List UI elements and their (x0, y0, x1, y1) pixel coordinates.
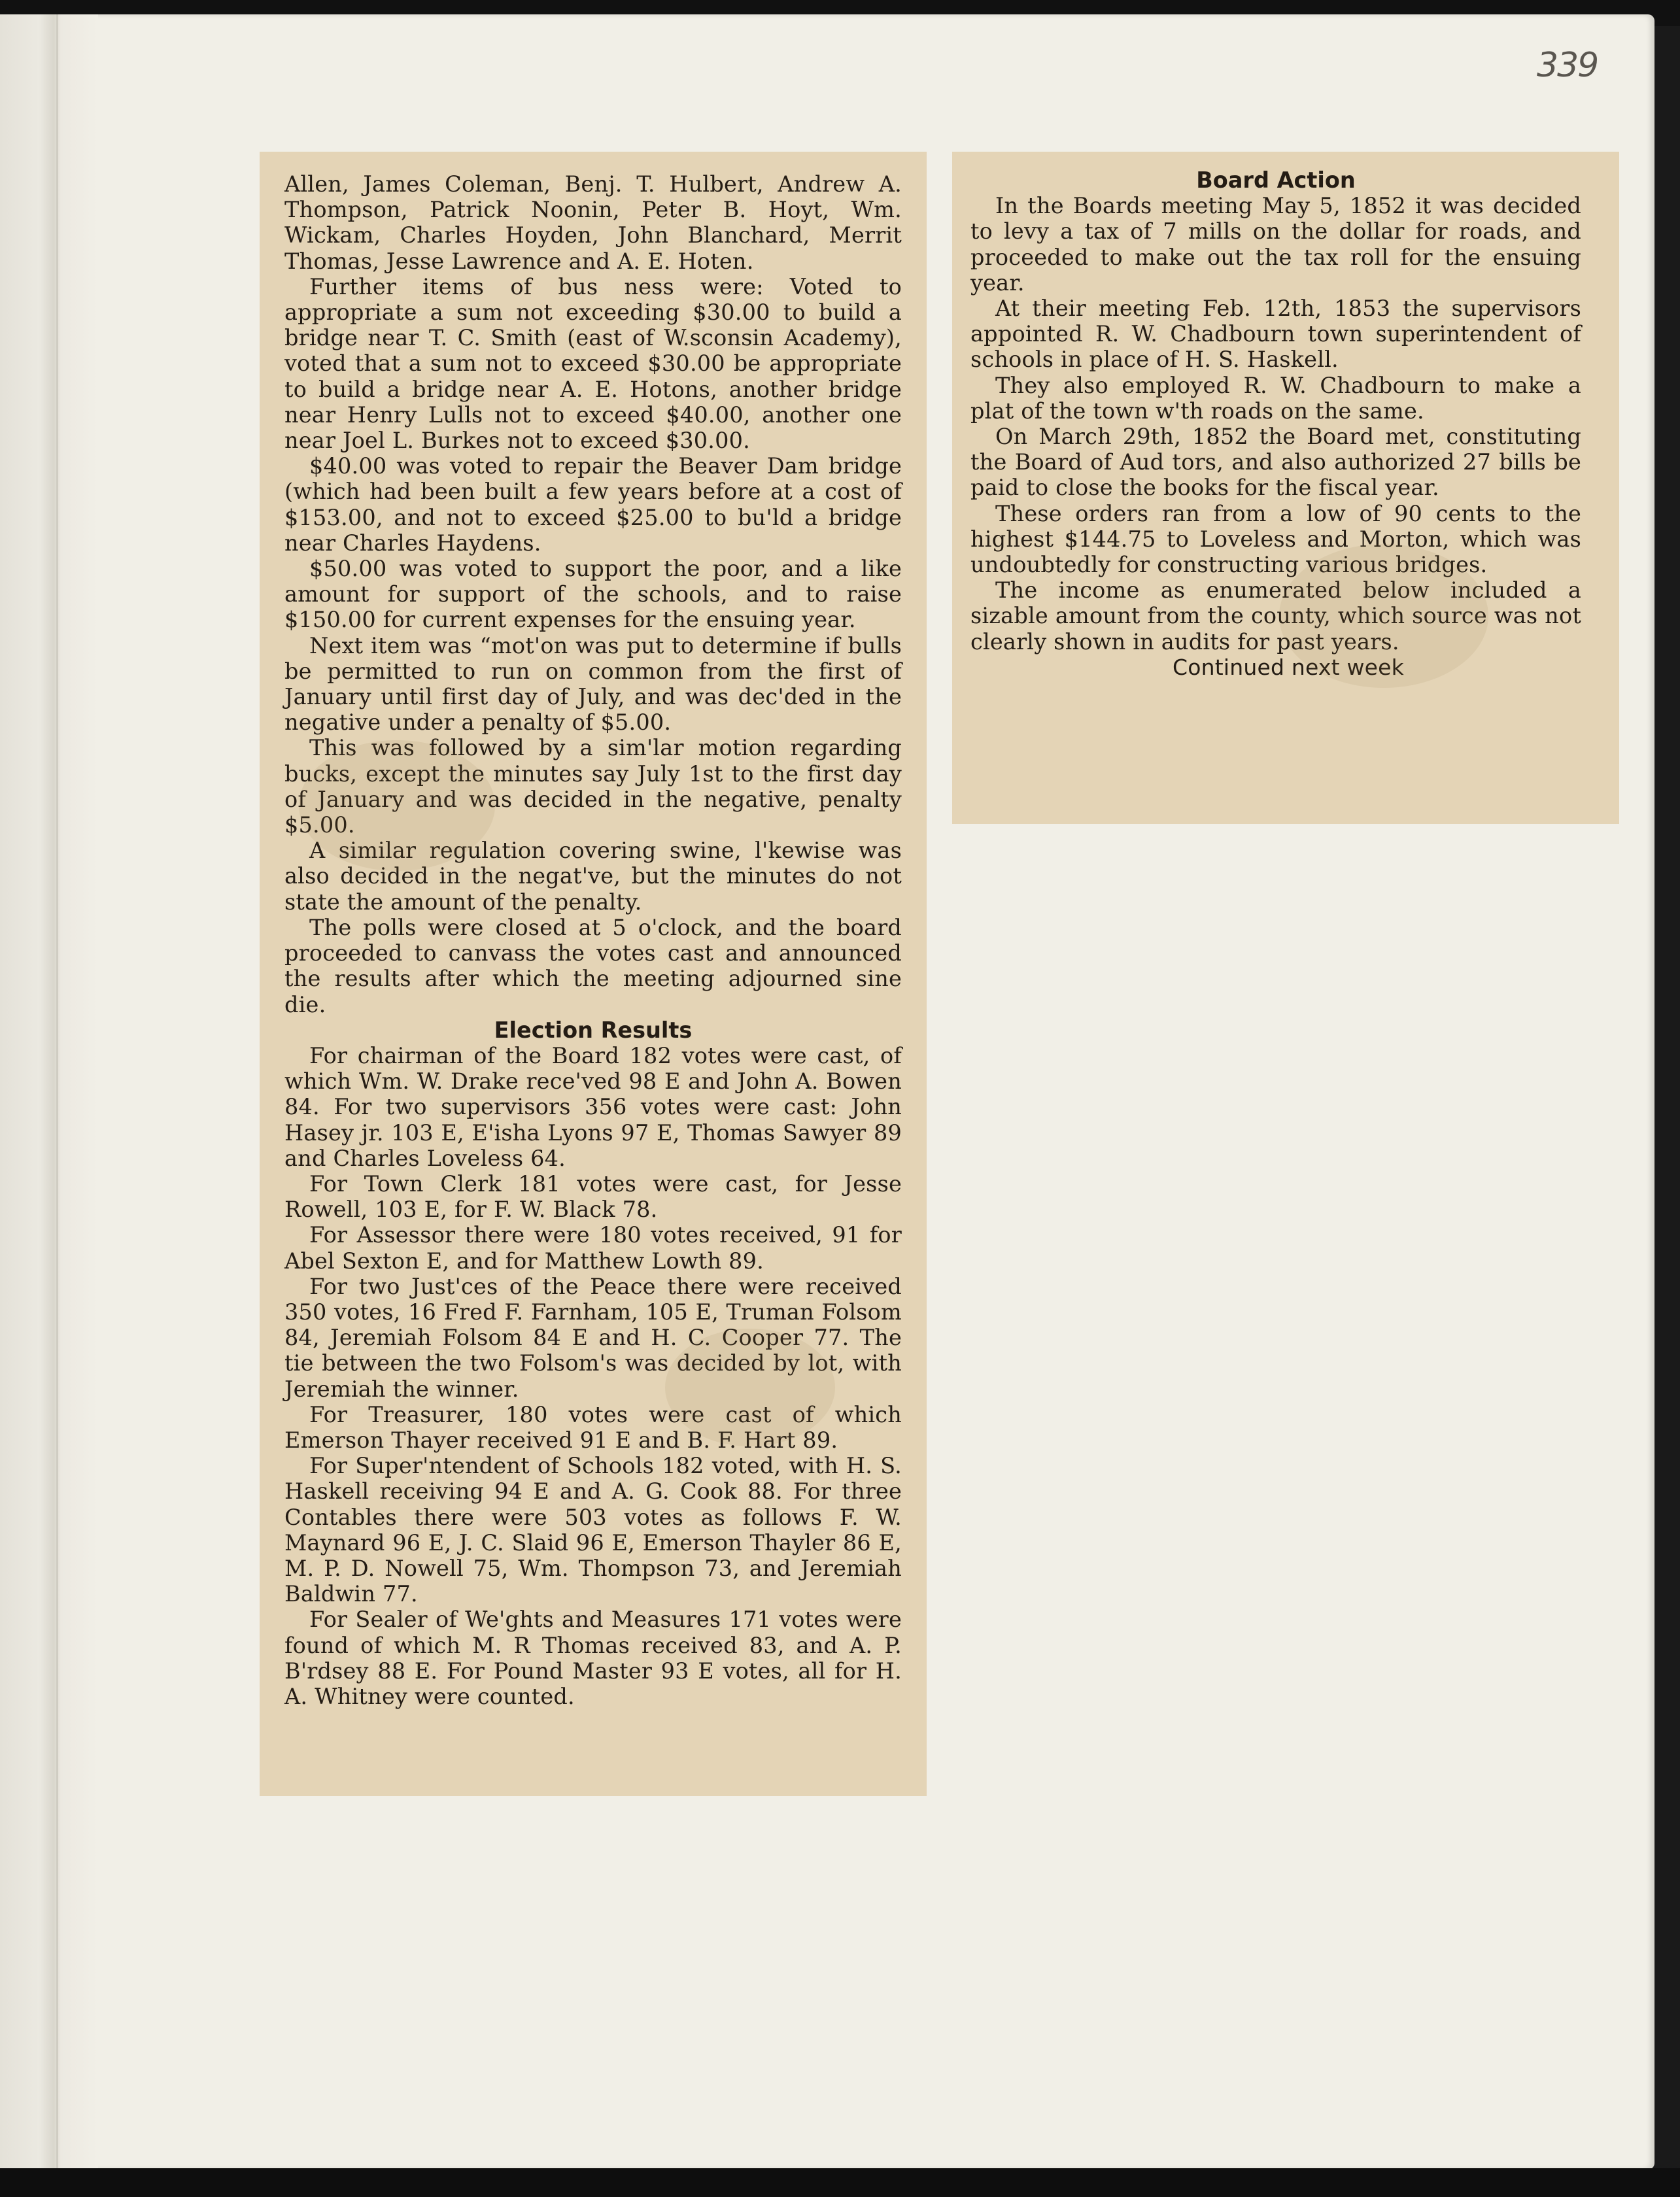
newspaper-clipping-left (260, 152, 927, 1796)
article-paragraph: This was followed by a sim'lar motion regarding bucks, except the minutes say July 1st to the first day of January and was decided in the negative, penalty $5.00. (284, 735, 902, 838)
binding-gutter (0, 14, 98, 2170)
article-paragraph: The income as enumerated below included a sizable amount from the county, which source was not clearly shown in audits for past years. (970, 577, 1581, 655)
article-paragraph: For Town Clerk 181 votes were cast, for Jesse Rowell, 103 E, for F. W. Black 78. (284, 1170, 902, 1223)
article-paragraph: For Treasurer, 180 votes were cast of which Emerson Thayer received 91 E and B. F. Hart 89. (284, 1401, 902, 1453)
article-paragraph: For two Just'ces of the Peace there were received 350 votes, 16 Fred F. Farnham, 105 E, Truman Folsom 84, Jeremiah Folsom 84 E and H. C. Cooper 77. The tie between the two Folsom's was decided by lot, with Jeremiah the winner. (284, 1273, 902, 1402)
article-paragraph: $50.00 was voted to support the poor, and a like amount for support of the schools, and to raise $150.00 for current expenses for the ensuing year. (284, 556, 902, 633)
binding-crease (56, 14, 58, 2170)
article-paragraph: Allen, James Coleman, Benj. T. Hulbert, Andrew A. Thompson, Patrick Noonin, Peter B. Hoyt, Wm. Wickam, Charles Hoyden, John Blanchard, Merrit Thomas, Jesse Lawrence and A. E. Hoten. (284, 171, 902, 274)
article-paragraph: For Super'ntendent of Schools 182 voted, with H. S. Haskell receiving 94 E and A. G. Cook 88. For three Contables there were 503 votes as follows F. W. Maynard 96 E, J. C. Slaid 96 E, Emerson Thayler 86 E, M. P. D. Nowell 75, Wm. Thompson 73, and Jeremiah Baldwin 77. (284, 1453, 902, 1607)
article-paragraph: In the Boards meeting May 5, 1852 it was decided to levy a tax of 7 mills on the dollar for roads, and proceeded to make out the tax roll for the ensuing year. (970, 193, 1581, 296)
article-paragraph: The polls were closed at 5 o'clock, and the board proceeded to canvass the votes cast and announced the results after which the meeting adjourned sine die. (284, 914, 902, 1017)
article-paragraph: For Sealer of We'ghts and Measures 171 votes were found of which M. R Thomas received 83, and A. P. B'rdsey 88 E. For Pound Master 93 E votes, all for H. A. Whitney were counted. (284, 1607, 902, 1709)
article-paragraph: A similar regulation covering swine, l'kewise was also decided in the negat've, but the minutes do not state the amount of the penalty. (284, 838, 902, 915)
article-paragraph: For Assessor there were 180 votes received, 91 for Abel Sexton E, and for Matthew Lowth 89. (284, 1222, 902, 1274)
article-paragraph: These orders ran from a low of 90 cents to the highest $144.75 to Loveless and Morton, which was undoubtedly for constructing various bridges. (970, 500, 1581, 578)
paper-stain (1279, 544, 1488, 688)
article-paragraph: At their meeting Feb. 12th, 1853 the supervisors appointed R. W. Chadbourn town superintendent of schools in place of H. S. Haskell. (970, 296, 1581, 373)
article-paragraph: For chairman of the Board 182 votes were cast, of which Wm. W. Drake rece'ved 98 E and John A. Bowen 84. For two supervisors 356 votes were cast: John Hasey jr. 103 E, E'isha Lyons 97 E, Thomas Sawyer 89 and Charles Loveless 64. (284, 1042, 902, 1171)
scrapbook-page (0, 14, 1654, 2170)
article-paragraph: $40.00 was voted to repair the Beaver Dam bridge (which had been built a few years before at a cost of $153.00, and not to exceed $25.00 to bu'ld a bridge near Charles Haydens. (284, 453, 902, 556)
paper-stain (299, 740, 495, 871)
article-paragraph: Further items of bus ness were: Voted to appropriate a sum not exceeding $30.00 to build a bridge near T. C. Smith (east of W.sconsin Academy), voted that a sum not to exceed $30.00 be appropriate to build a bridge near A. E. Hotons, another bridge near Henry Lulls not to exceed $40.00, another one near Joel L. Burkes not to exceed $30.00. (284, 273, 902, 454)
page-number: 339 (1537, 46, 1598, 85)
continued-notice: Continued next week (1173, 654, 1404, 680)
paper-stain (665, 1329, 835, 1446)
section-heading-board-action: Board Action (1196, 167, 1356, 193)
section-heading-election-results: Election Results (494, 1017, 693, 1043)
newspaper-clipping-right (952, 152, 1619, 824)
scan-bottom-border (0, 2168, 1680, 2197)
article-paragraph: They also employed R. W. Chadbourn to make a plat of the town w'th roads on the same. (970, 372, 1581, 424)
article-paragraph: Next item was “mot'on was put to determine if bulls be permitted to run on common from the first of January until first day of July, and was dec'ded in the negative under a penalty of $5.00. (284, 632, 902, 736)
article-paragraph: On March 29th, 1852 the Board met, constituting the Board of Aud tors, and also authorized 27 bills be paid to close the books for the fiscal year. (970, 424, 1581, 501)
